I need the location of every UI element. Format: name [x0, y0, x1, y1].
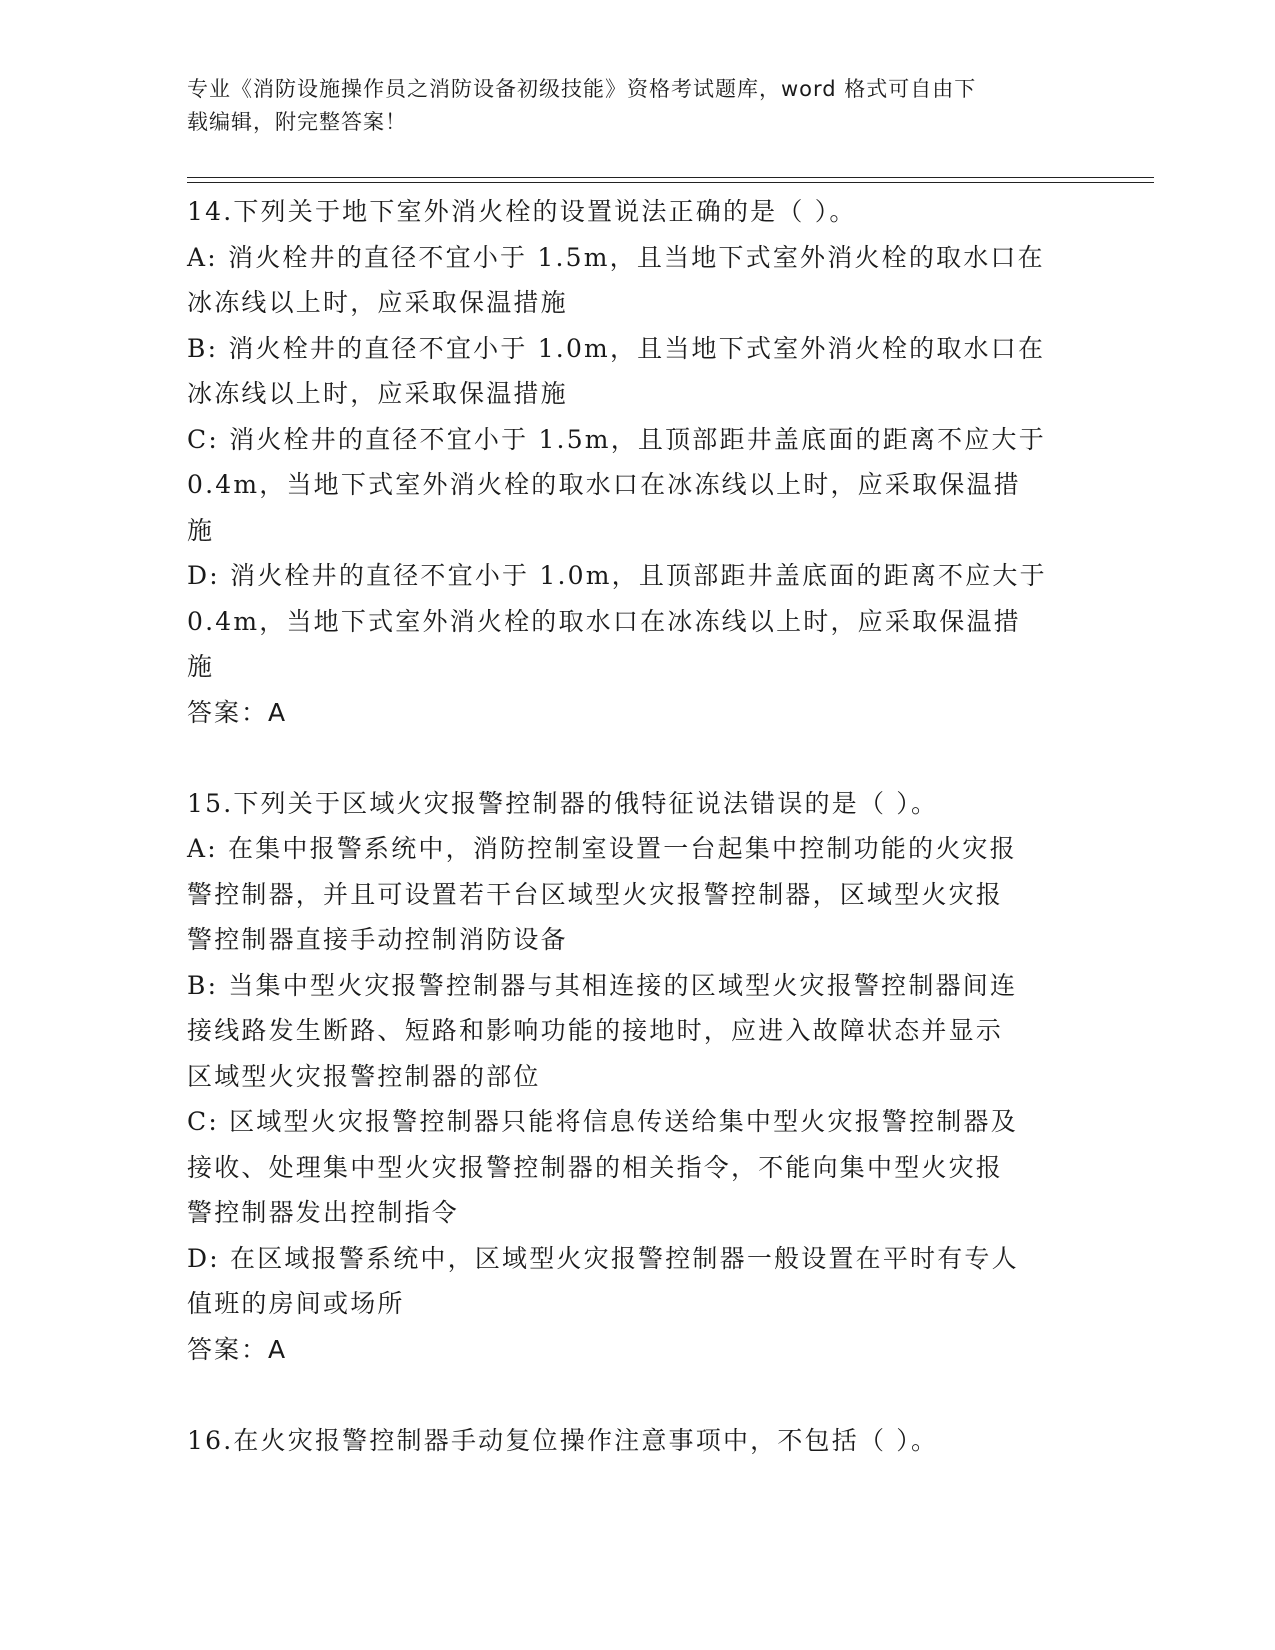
document-header — [187, 73, 1067, 139]
option-line: 值班的房间或场所 — [187, 1289, 405, 1318]
question-14 — [187, 189, 1087, 735]
option-c — [187, 417, 1087, 554]
option-d — [187, 553, 1087, 690]
option-line: B: 消火栓井的直径不宜小于 1.0m，且当地下式室外消火栓的取水口在 — [187, 333, 1046, 363]
question-16 — [187, 1418, 1087, 1464]
question-list — [187, 189, 1087, 1463]
answer-text: 答案：A — [187, 697, 288, 727]
option-b — [187, 963, 1087, 1100]
question-spacer — [187, 735, 1087, 781]
option-line: C: 区域型火灾报警控制器只能将信息传送给集中型火灾报警控制器及 — [187, 1107, 1018, 1136]
question-title: 14.下列关于地下室外消火栓的设置说法正确的是（ ）。 — [187, 197, 857, 226]
option-line: 警控制器发出控制指令 — [187, 1198, 460, 1227]
option-line: D: 消火栓井的直径不宜小于 1.0m，且顶部距井盖底面的距离不应大于 — [187, 561, 1047, 590]
option-line: C: 消火栓井的直径不宜小于 1.5m，且顶部距井盖底面的距离不应大于 — [187, 424, 1046, 454]
option-a — [187, 235, 1087, 326]
question-title: 15.下列关于区域火灾报警控制器的俄特征说法错误的是（ ）。 — [187, 788, 939, 818]
option-a — [187, 826, 1087, 963]
option-line: 区域型火灾报警控制器的部位 — [187, 1061, 541, 1091]
option-line: A: 在集中报警系统中，消防控制室设置一台起集中控制功能的火灾报 — [187, 834, 1017, 863]
option-line: 0.4m，当地下式室外消火栓的取水口在冰冻线以上时，应采取保温措 — [187, 470, 1021, 499]
option-line: 警控制器直接手动控制消防设备 — [187, 925, 568, 954]
option-line: 施 — [187, 652, 215, 681]
option-line: D: 在区域报警系统中，区域型火灾报警控制器一般设置在平时有专人 — [187, 1243, 1019, 1273]
option-line: 警控制器，并且可设置若干台区域型火灾报警控制器，区域型火灾报 — [187, 879, 1004, 909]
option-line: 冰冻线以上时，应采取保温措施 — [187, 379, 568, 408]
option-line: 施 — [187, 515, 215, 545]
option-line: B: 当集中型火灾报警控制器与其相连接的区域型火灾报警控制器间连 — [187, 970, 1018, 1000]
option-b — [187, 326, 1087, 417]
question-15 — [187, 781, 1087, 1373]
header-line-2: 载编辑，附完整答案！ — [187, 110, 407, 134]
header-divider-top — [187, 177, 1154, 178]
header-line-1: 专业《消防设施操作员之消防设备初级技能》资格考试题库，word 格式可自由下 — [187, 77, 977, 101]
option-line: 冰冻线以上时，应采取保温措施 — [187, 288, 568, 317]
question-spacer — [187, 1372, 1087, 1418]
option-d — [187, 1236, 1087, 1327]
option-line: 0.4m，当地下式室外消火栓的取水口在冰冻线以上时，应采取保温措 — [187, 606, 1021, 636]
option-line: A: 消火栓井的直径不宜小于 1.5m，且当地下式室外消火栓的取水口在 — [187, 242, 1045, 272]
option-line: 接线路发生断路、短路和影响功能的接地时，应进入故障状态并显示 — [187, 1016, 1004, 1045]
option-c — [187, 1099, 1087, 1236]
option-line: 接收、处理集中型火灾报警控制器的相关指令，不能向集中型火灾报 — [187, 1152, 1004, 1182]
header-divider-bottom — [187, 182, 1154, 183]
answer-text: 答案：A — [187, 1334, 288, 1364]
question-title: 16.在火灾报警控制器手动复位操作注意事项中，不包括（ ）。 — [187, 1425, 939, 1455]
